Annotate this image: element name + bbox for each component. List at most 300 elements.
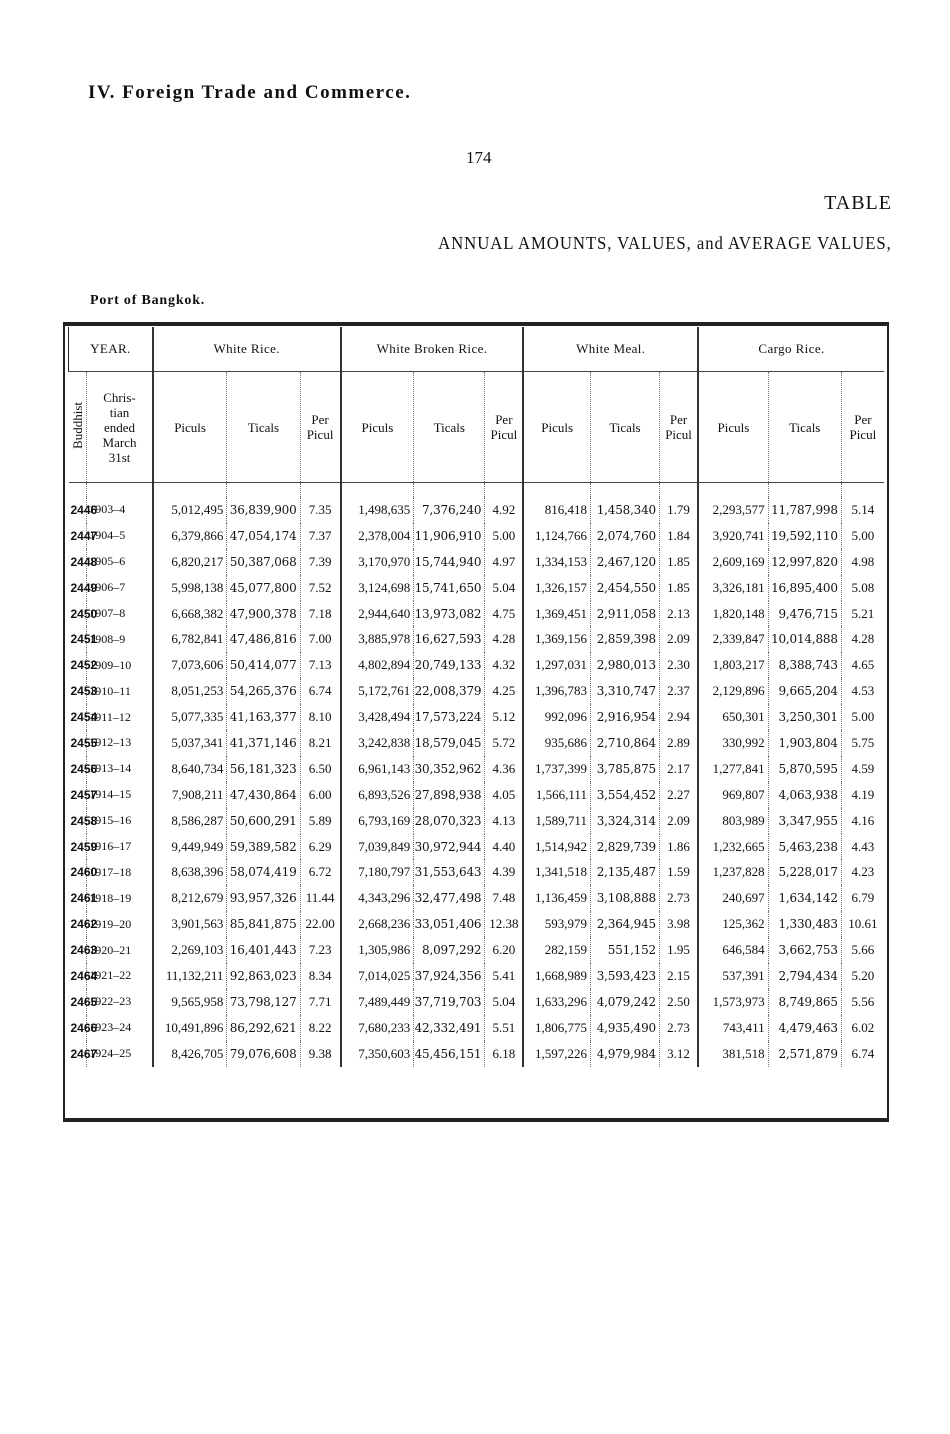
white-broken-rice-per-picul-cell: 4.32 [485, 652, 524, 678]
white-meal-piculs-cell: 935,686 [523, 730, 590, 756]
cargo-rice-piculs-cell: 650,301 [698, 704, 768, 730]
cargo-rice-ticals-cell: 3,347,955 [768, 808, 841, 834]
white-broken-rice-header: White Broken Rice. [341, 327, 524, 372]
white-meal-ticals-cell: 1,458,340 [590, 497, 659, 523]
buddhist-year-cell: 2465 [70, 994, 98, 1009]
white-rice-ticals-cell: 36,839,900 [227, 497, 300, 523]
white-rice-per-picul-cell: 9.38 [300, 1041, 341, 1067]
white-rice-ticals-cell: 16,401,443 [227, 937, 300, 963]
cargo-rice-per-picul-cell: 4.19 [841, 782, 884, 808]
white-broken-rice-piculs-cell: 7,180,797 [341, 859, 414, 885]
white-meal-ticals-cell: 2,859,398 [590, 626, 659, 652]
white-rice-piculs-cell: 8,426,705 [153, 1041, 227, 1067]
white-rice-piculs-cell: 6,820,217 [153, 549, 227, 575]
white-meal-per-picul-cell: 2.94 [660, 704, 699, 730]
cargo-rice-piculs-cell: 1,820,148 [698, 601, 768, 627]
cargo-rice-per-picul-cell: 6.79 [841, 885, 884, 911]
white-broken-rice-ticals-cell: 7,376,240 [414, 497, 485, 523]
cargo-rice-ticals-cell: 2,571,879 [768, 1041, 841, 1067]
per-picul-header [660, 372, 699, 483]
buddhist-year-cell: 2447 [70, 528, 98, 543]
christian-year-cell: 1914–15 [87, 782, 153, 808]
table-row [69, 782, 885, 808]
white-rice-per-picul-cell: 7.13 [300, 652, 341, 678]
cargo-rice-ticals-cell: 9,476,715 [768, 601, 841, 627]
cargo-rice-per-picul-cell: 5.66 [841, 937, 884, 963]
cargo-rice-piculs-cell: 2,293,577 [698, 497, 768, 523]
white-rice-piculs-cell: 8,640,734 [153, 756, 227, 782]
table-row [69, 859, 885, 885]
cargo-rice-per-picul-cell: 4.53 [841, 678, 884, 704]
buddhist-year-cell: 2450 [70, 606, 98, 621]
white-broken-rice-piculs-cell: 2,378,004 [341, 523, 414, 549]
buddhist-year-cell: 2467 [70, 1046, 98, 1061]
white-broken-rice-ticals-cell: 15,741,650 [414, 575, 485, 601]
white-meal-piculs-cell: 1,566,111 [523, 782, 590, 808]
buddhist-year-cell: 2459 [70, 839, 98, 854]
section-title: IV. Foreign Trade and Commerce. [88, 82, 412, 103]
white-broken-rice-piculs-cell: 2,944,640 [341, 601, 414, 627]
cargo-rice-piculs-cell: 969,807 [698, 782, 768, 808]
white-meal-per-picul-cell: 2.09 [660, 808, 699, 834]
white-meal-ticals-cell: 3,310,747 [590, 678, 659, 704]
white-broken-rice-piculs-cell: 6,893,526 [341, 782, 414, 808]
table-heading: ANNUAL AMOUNTS, VALUES, and AVERAGE VALUES, [438, 233, 892, 253]
cargo-rice-per-picul-cell: 5.20 [841, 963, 884, 989]
cargo-rice-per-picul-cell: 5.75 [841, 730, 884, 756]
white-rice-piculs-cell: 6,782,841 [153, 626, 227, 652]
white-meal-per-picul-cell: 3.98 [660, 911, 699, 937]
white-broken-rice-piculs-cell: 7,014,025 [341, 963, 414, 989]
table-row [69, 911, 885, 937]
white-rice-ticals-cell: 50,600,291 [227, 808, 300, 834]
buddhist-year-cell: 2461 [70, 891, 98, 906]
cargo-rice-piculs-cell: 125,362 [698, 911, 768, 937]
white-rice-piculs-cell: 8,051,253 [153, 678, 227, 704]
cargo-rice-ticals-cell: 1,903,804 [768, 730, 841, 756]
white-rice-ticals-cell: 47,486,816 [227, 626, 300, 652]
christian-year-cell: 1920–21 [87, 937, 153, 963]
white-rice-piculs-cell: 5,998,138 [153, 575, 227, 601]
cargo-rice-piculs-cell: 646,584 [698, 937, 768, 963]
christian-line: 31st [108, 449, 131, 465]
white-broken-rice-per-picul-cell: 4.28 [485, 626, 524, 652]
white-meal-per-picul-cell: 2.37 [660, 678, 699, 704]
christian-line: March [102, 434, 137, 450]
white-broken-rice-per-picul-cell: 5.72 [485, 730, 524, 756]
white-rice-per-picul-cell: 6.72 [300, 859, 341, 885]
white-meal-piculs-cell: 1,369,156 [523, 626, 590, 652]
white-rice-piculs-cell: 3,901,563 [153, 911, 227, 937]
cargo-rice-per-picul-cell: 4.65 [841, 652, 884, 678]
table-row [69, 549, 885, 575]
table-row [69, 523, 885, 549]
white-rice-per-picul-cell: 7.39 [300, 549, 341, 575]
white-broken-rice-ticals-cell: 18,579,045 [414, 730, 485, 756]
white-broken-rice-piculs-cell: 2,668,236 [341, 911, 414, 937]
white-meal-piculs-cell: 1,297,031 [523, 652, 590, 678]
white-rice-per-picul-cell: 7.23 [300, 937, 341, 963]
table-row [69, 1015, 885, 1041]
buddhist-year-cell: 2466 [70, 1020, 98, 1035]
white-broken-rice-piculs-cell: 6,961,143 [341, 756, 414, 782]
cargo-rice-piculs-cell: 3,326,181 [698, 575, 768, 601]
buddhist-header [69, 372, 87, 483]
table-body [69, 497, 885, 1067]
cargo-rice-piculs-cell: 240,697 [698, 885, 768, 911]
white-rice-piculs-cell: 8,212,679 [153, 885, 227, 911]
white-meal-ticals-cell: 3,108,888 [590, 885, 659, 911]
cargo-rice-ticals-cell: 12,997,820 [768, 549, 841, 575]
white-broken-rice-ticals-cell: 33,051,406 [414, 911, 485, 937]
white-broken-rice-piculs-cell: 4,802,894 [341, 652, 414, 678]
white-broken-rice-piculs-cell: 7,039,849 [341, 834, 414, 860]
white-rice-per-picul-cell: 6.74 [300, 678, 341, 704]
white-meal-piculs-cell: 1,136,459 [523, 885, 590, 911]
white-broken-rice-ticals-cell: 27,898,938 [414, 782, 485, 808]
white-meal-per-picul-cell: 2.17 [660, 756, 699, 782]
white-meal-piculs-cell: 282,159 [523, 937, 590, 963]
white-rice-per-picul-cell: 8.10 [300, 704, 341, 730]
cargo-rice-piculs-cell: 1,237,828 [698, 859, 768, 885]
cargo-rice-per-picul-cell: 5.56 [841, 989, 884, 1015]
christian-year-cell: 1905–6 [87, 549, 153, 575]
per-picul-header [300, 372, 341, 483]
white-rice-ticals-cell: 85,841,875 [227, 911, 300, 937]
white-broken-rice-piculs-cell: 7,350,603 [341, 1041, 414, 1067]
buddhist-year-cell: 2453 [70, 684, 98, 699]
christian-year-cell: 1911–12 [87, 704, 153, 730]
white-broken-rice-per-picul-cell: 4.75 [485, 601, 524, 627]
table-row [69, 1041, 885, 1067]
white-broken-rice-piculs-cell: 3,170,970 [341, 549, 414, 575]
buddhist-year-cell: 2452 [70, 658, 98, 673]
white-broken-rice-per-picul-cell: 7.48 [485, 885, 524, 911]
white-meal-piculs-cell: 992,096 [523, 704, 590, 730]
white-rice-per-picul-cell: 11.44 [300, 885, 341, 911]
white-rice-piculs-cell: 7,073,606 [153, 652, 227, 678]
table-row [69, 704, 885, 730]
cargo-rice-per-picul-cell: 6.74 [841, 1041, 884, 1067]
white-broken-rice-per-picul-cell: 5.04 [485, 989, 524, 1015]
white-broken-rice-ticals-cell: 8,097,292 [414, 937, 485, 963]
white-rice-ticals-cell: 50,387,068 [227, 549, 300, 575]
ticals-header: Ticals [227, 372, 300, 483]
picul-label: Picul [306, 427, 334, 442]
picul-label: Picul [490, 427, 518, 442]
white-rice-per-picul-cell: 6.00 [300, 782, 341, 808]
per-picul-header [841, 372, 884, 483]
christian-year-cell: 1918–19 [87, 885, 153, 911]
table-row [69, 575, 885, 601]
cargo-rice-piculs-cell: 803,989 [698, 808, 768, 834]
white-rice-per-picul-cell: 8.22 [300, 1015, 341, 1041]
white-rice-header: White Rice. [153, 327, 341, 372]
buddhist-year-cell: 2456 [70, 761, 98, 776]
picul-label: Picul [665, 427, 692, 442]
white-meal-piculs-cell: 1,737,399 [523, 756, 590, 782]
white-rice-ticals-cell: 50,414,077 [227, 652, 300, 678]
cargo-rice-piculs-cell: 1,573,973 [698, 989, 768, 1015]
white-rice-ticals-cell: 93,957,326 [227, 885, 300, 911]
white-broken-rice-ticals-cell: 17,573,224 [414, 704, 485, 730]
white-rice-per-picul-cell: 22.00 [300, 911, 341, 937]
cargo-rice-piculs-cell: 1,803,217 [698, 652, 768, 678]
white-meal-piculs-cell: 1,514,942 [523, 834, 590, 860]
cargo-rice-ticals-cell: 19,592,110 [768, 523, 841, 549]
table-row [69, 834, 885, 860]
table-row [69, 652, 885, 678]
white-rice-ticals-cell: 58,074,419 [227, 859, 300, 885]
christian-year-cell: 1924–25 [87, 1041, 153, 1067]
port-label: Port of Bangkok. [90, 293, 206, 308]
table-label: TABLE [824, 192, 892, 214]
cargo-rice-per-picul-cell: 5.14 [841, 497, 884, 523]
white-meal-per-picul-cell: 2.27 [660, 782, 699, 808]
white-broken-rice-ticals-cell: 42,332,491 [414, 1015, 485, 1041]
buddhist-year-cell: 2463 [70, 943, 98, 958]
white-rice-ticals-cell: 86,292,621 [227, 1015, 300, 1041]
white-meal-per-picul-cell: 1.85 [660, 549, 699, 575]
buddhist-year-cell: 2455 [70, 735, 98, 750]
white-meal-piculs-cell: 1,369,451 [523, 601, 590, 627]
cargo-rice-piculs-cell: 381,518 [698, 1041, 768, 1067]
cargo-rice-ticals-cell: 16,895,400 [768, 575, 841, 601]
christian-year-cell: 1909–10 [87, 652, 153, 678]
cargo-rice-header: Cargo Rice. [698, 327, 884, 372]
buddhist-year-cell: 2460 [70, 865, 98, 880]
buddhist-year-cell: 2462 [70, 917, 98, 932]
white-rice-piculs-cell: 6,379,866 [153, 523, 227, 549]
cargo-rice-ticals-cell: 5,463,238 [768, 834, 841, 860]
white-broken-rice-per-picul-cell: 6.18 [485, 1041, 524, 1067]
white-meal-piculs-cell: 1,668,989 [523, 963, 590, 989]
white-meal-per-picul-cell: 2.15 [660, 963, 699, 989]
white-rice-per-picul-cell: 7.37 [300, 523, 341, 549]
christian-header [87, 372, 153, 483]
white-rice-piculs-cell: 5,077,335 [153, 704, 227, 730]
white-broken-rice-per-picul-cell: 5.41 [485, 963, 524, 989]
white-rice-per-picul-cell: 8.34 [300, 963, 341, 989]
piculs-header: Piculs [341, 372, 414, 483]
white-broken-rice-piculs-cell: 3,428,494 [341, 704, 414, 730]
page-number: 174 [466, 148, 492, 167]
white-broken-rice-ticals-cell: 37,924,356 [414, 963, 485, 989]
white-broken-rice-ticals-cell: 13,973,082 [414, 601, 485, 627]
white-broken-rice-piculs-cell: 4,343,296 [341, 885, 414, 911]
white-meal-per-picul-cell: 1.79 [660, 497, 699, 523]
white-broken-rice-ticals-cell: 20,749,133 [414, 652, 485, 678]
table-row [69, 885, 885, 911]
white-rice-ticals-cell: 45,077,800 [227, 575, 300, 601]
white-meal-ticals-cell: 3,324,314 [590, 808, 659, 834]
white-rice-per-picul-cell: 7.52 [300, 575, 341, 601]
white-rice-piculs-cell: 7,908,211 [153, 782, 227, 808]
white-broken-rice-piculs-cell: 6,793,169 [341, 808, 414, 834]
cargo-rice-per-picul-cell: 5.21 [841, 601, 884, 627]
cargo-rice-per-picul-cell: 4.23 [841, 859, 884, 885]
white-meal-piculs-cell: 1,326,157 [523, 575, 590, 601]
white-meal-piculs-cell: 816,418 [523, 497, 590, 523]
white-meal-per-picul-cell: 2.89 [660, 730, 699, 756]
white-meal-piculs-cell: 1,334,153 [523, 549, 590, 575]
white-rice-per-picul-cell: 8.21 [300, 730, 341, 756]
white-rice-ticals-cell: 59,389,582 [227, 834, 300, 860]
white-broken-rice-piculs-cell: 3,242,838 [341, 730, 414, 756]
buddhist-year-cell: 2446 [70, 502, 98, 517]
buddhist-year-cell: 2448 [70, 554, 98, 569]
white-meal-piculs-cell: 1,633,296 [523, 989, 590, 1015]
buddhist-label: Buddhist [69, 402, 85, 449]
white-broken-rice-per-picul-cell: 4.05 [485, 782, 524, 808]
white-rice-piculs-cell: 2,269,103 [153, 937, 227, 963]
white-rice-ticals-cell: 92,863,023 [227, 963, 300, 989]
white-rice-piculs-cell: 10,491,896 [153, 1015, 227, 1041]
white-meal-per-picul-cell: 1.95 [660, 937, 699, 963]
white-broken-rice-per-picul-cell: 4.92 [485, 497, 524, 523]
white-broken-rice-per-picul-cell: 4.40 [485, 834, 524, 860]
white-rice-ticals-cell: 41,371,146 [227, 730, 300, 756]
white-broken-rice-per-picul-cell: 5.12 [485, 704, 524, 730]
picul-label: Picul [849, 427, 877, 442]
cargo-rice-piculs-cell: 1,232,665 [698, 834, 768, 860]
per-label: Per [669, 412, 688, 427]
christian-year-cell: 1904–5 [87, 523, 153, 549]
white-meal-ticals-cell: 2,364,945 [590, 911, 659, 937]
ticals-header: Ticals [414, 372, 485, 483]
white-meal-ticals-cell: 3,593,423 [590, 963, 659, 989]
cargo-rice-ticals-cell: 8,749,865 [768, 989, 841, 1015]
cargo-rice-piculs-cell: 537,391 [698, 963, 768, 989]
white-broken-rice-piculs-cell: 3,885,978 [341, 626, 414, 652]
white-broken-rice-ticals-cell: 22,008,379 [414, 678, 485, 704]
white-broken-rice-ticals-cell: 28,070,323 [414, 808, 485, 834]
white-broken-rice-piculs-cell: 7,680,233 [341, 1015, 414, 1041]
table-row [69, 989, 885, 1015]
white-rice-ticals-cell: 47,900,378 [227, 601, 300, 627]
white-rice-ticals-cell: 54,265,376 [227, 678, 300, 704]
white-rice-ticals-cell: 79,076,608 [227, 1041, 300, 1067]
white-meal-per-picul-cell: 3.12 [660, 1041, 699, 1067]
table-row [69, 678, 885, 704]
white-broken-rice-per-picul-cell: 5.04 [485, 575, 524, 601]
buddhist-year-cell: 2457 [70, 787, 98, 802]
cargo-rice-per-picul-cell: 10.61 [841, 911, 884, 937]
white-meal-ticals-cell: 2,710,864 [590, 730, 659, 756]
white-broken-rice-per-picul-cell: 4.39 [485, 859, 524, 885]
white-broken-rice-ticals-cell: 45,456,151 [414, 1041, 485, 1067]
white-rice-piculs-cell: 6,668,382 [153, 601, 227, 627]
white-meal-ticals-cell: 3,785,875 [590, 756, 659, 782]
christian-year-cell: 1919–20 [87, 911, 153, 937]
cargo-rice-piculs-cell: 2,129,896 [698, 678, 768, 704]
white-broken-rice-ticals-cell: 31,553,643 [414, 859, 485, 885]
table-row [69, 756, 885, 782]
cargo-rice-per-picul-cell: 4.43 [841, 834, 884, 860]
white-meal-ticals-cell: 2,911,058 [590, 601, 659, 627]
cargo-rice-ticals-cell: 3,250,301 [768, 704, 841, 730]
white-rice-per-picul-cell: 6.29 [300, 834, 341, 860]
christian-line: tian [109, 404, 130, 420]
white-meal-ticals-cell: 3,554,452 [590, 782, 659, 808]
table-row [69, 601, 885, 627]
white-broken-rice-piculs-cell: 1,498,635 [341, 497, 414, 523]
cargo-rice-piculs-cell: 1,277,841 [698, 756, 768, 782]
piculs-header: Piculs [153, 372, 227, 483]
per-picul-header [485, 372, 524, 483]
christian-year-cell: 1921–22 [87, 963, 153, 989]
white-meal-piculs-cell: 1,124,766 [523, 523, 590, 549]
white-broken-rice-per-picul-cell: 4.25 [485, 678, 524, 704]
white-rice-piculs-cell: 11,132,211 [153, 963, 227, 989]
white-broken-rice-per-picul-cell: 4.13 [485, 808, 524, 834]
cargo-rice-per-picul-cell: 4.16 [841, 808, 884, 834]
cargo-rice-per-picul-cell: 5.08 [841, 575, 884, 601]
cargo-rice-ticals-cell: 1,634,142 [768, 885, 841, 911]
buddhist-year-cell: 2451 [70, 632, 98, 647]
white-meal-per-picul-cell: 1.85 [660, 575, 699, 601]
white-rice-piculs-cell: 9,565,958 [153, 989, 227, 1015]
per-label: Per [311, 412, 329, 427]
white-rice-piculs-cell: 5,012,495 [153, 497, 227, 523]
cargo-rice-ticals-cell: 11,787,998 [768, 497, 841, 523]
white-broken-rice-ticals-cell: 15,744,940 [414, 549, 485, 575]
cargo-rice-ticals-cell: 8,388,743 [768, 652, 841, 678]
white-meal-per-picul-cell: 2.30 [660, 652, 699, 678]
white-meal-piculs-cell: 1,597,226 [523, 1041, 590, 1067]
white-meal-piculs-cell: 1,341,518 [523, 859, 590, 885]
cargo-rice-ticals-cell: 10,014,888 [768, 626, 841, 652]
white-rice-ticals-cell: 47,054,174 [227, 523, 300, 549]
christian-year-cell: 1916–17 [87, 834, 153, 860]
white-meal-per-picul-cell: 2.73 [660, 1015, 699, 1041]
white-broken-rice-per-picul-cell: 5.51 [485, 1015, 524, 1041]
christian-year-cell: 1908–9 [87, 626, 153, 652]
white-meal-header: White Meal. [523, 327, 698, 372]
white-rice-piculs-cell: 5,037,341 [153, 730, 227, 756]
cargo-rice-ticals-cell: 2,794,434 [768, 963, 841, 989]
cargo-rice-ticals-cell: 5,870,595 [768, 756, 841, 782]
white-meal-per-picul-cell: 2.50 [660, 989, 699, 1015]
cargo-rice-ticals-cell: 4,479,463 [768, 1015, 841, 1041]
white-rice-per-picul-cell: 7.00 [300, 626, 341, 652]
white-meal-ticals-cell: 2,454,550 [590, 575, 659, 601]
white-rice-per-picul-cell: 7.35 [300, 497, 341, 523]
white-rice-per-picul-cell: 5.89 [300, 808, 341, 834]
white-meal-per-picul-cell: 1.84 [660, 523, 699, 549]
white-broken-rice-ticals-cell: 16,627,593 [414, 626, 485, 652]
white-rice-piculs-cell: 9,449,949 [153, 834, 227, 860]
white-rice-per-picul-cell: 7.71 [300, 989, 341, 1015]
cargo-rice-piculs-cell: 2,339,847 [698, 626, 768, 652]
cargo-rice-per-picul-cell: 5.00 [841, 523, 884, 549]
white-meal-per-picul-cell: 2.73 [660, 885, 699, 911]
christian-line: ended [104, 419, 136, 435]
white-broken-rice-ticals-cell: 32,477,498 [414, 885, 485, 911]
white-broken-rice-ticals-cell: 11,906,910 [414, 523, 485, 549]
cargo-rice-piculs-cell: 3,920,741 [698, 523, 768, 549]
white-meal-ticals-cell: 4,935,490 [590, 1015, 659, 1041]
cargo-rice-piculs-cell: 2,609,169 [698, 549, 768, 575]
christian-year-cell: 1915–16 [87, 808, 153, 834]
cargo-rice-ticals-cell: 4,063,938 [768, 782, 841, 808]
ticals-header: Ticals [590, 372, 659, 483]
cargo-rice-ticals-cell: 1,330,483 [768, 911, 841, 937]
white-rice-ticals-cell: 47,430,864 [227, 782, 300, 808]
white-meal-per-picul-cell: 2.13 [660, 601, 699, 627]
white-rice-ticals-cell: 41,163,377 [227, 704, 300, 730]
white-meal-piculs-cell: 593,979 [523, 911, 590, 937]
